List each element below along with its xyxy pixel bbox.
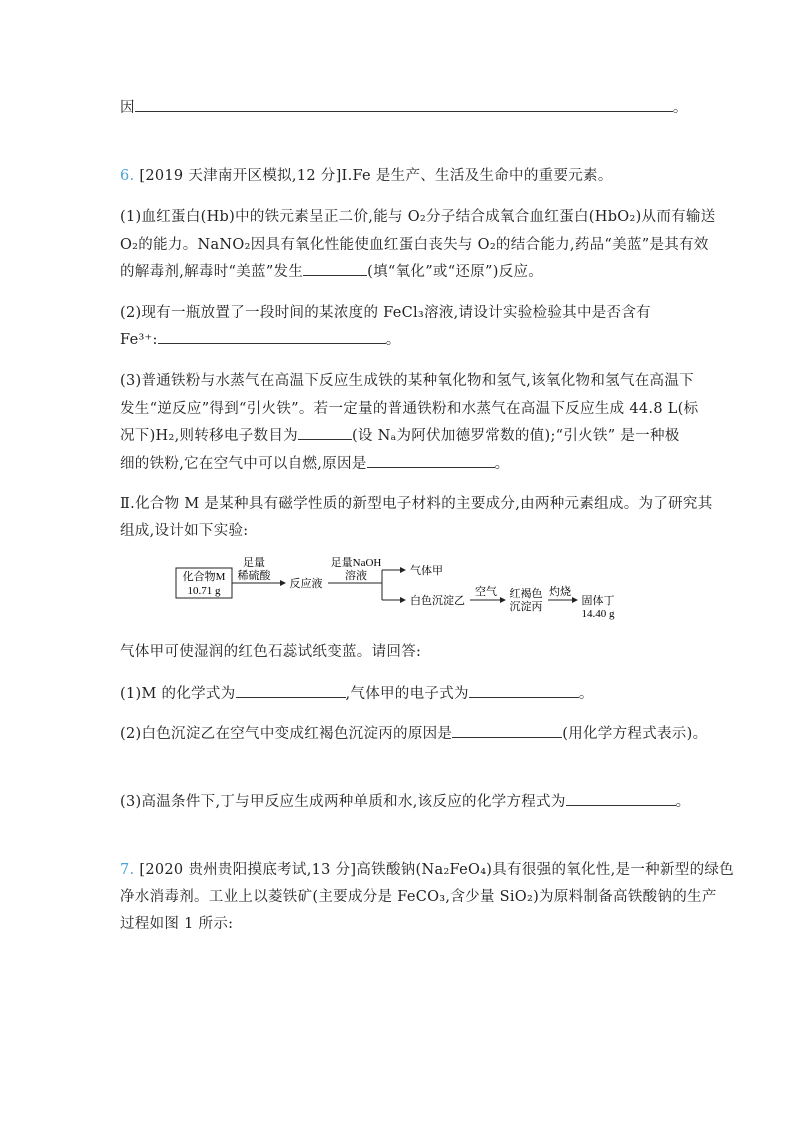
node-solid-d-mass: 14.40 g — [581, 608, 615, 620]
q6-p1-line3: 的解毒剂,解毒时“美蓝”发生 (填“氧化”或“还原”)反应。 — [120, 260, 543, 281]
node-white-precipitate: 白色沉淀乙 — [410, 595, 465, 607]
q6-sub3: (3)高温条件下,丁与甲反应生成两种单质和水,该反应的化学方程式为 。 — [120, 790, 690, 811]
reagent-4: 灼烧 — [549, 586, 571, 598]
question-number: 7. — [120, 862, 135, 878]
q6-part2-line2: 组成,设计如下实验: — [120, 523, 249, 539]
reagent-2b: 溶液 — [345, 570, 367, 582]
q6-p1-line2: O₂的能力。NaNO₂因具有氧化性能使血红蛋白丧失与 O₂的结合能力,药品“美蓝”是其有效 — [120, 237, 709, 253]
question-number: 6. — [120, 168, 135, 184]
reagent-3: 空气 — [475, 586, 497, 598]
q6-p3-line1: (3)普通铁粉与水蒸气在高温下反应生成铁的某种氧化物和氢气,该氧化物和氢气在高温下 — [120, 373, 694, 389]
lead-char: 因 — [120, 100, 135, 116]
q6-p1-line1: (1)血红蛋白(Hb)中的铁元素呈正二价,能与 O₂分子结合成氧合血红蛋白(HbO₂)从而有输送 — [120, 209, 716, 225]
experiment-flow-diagram — [170, 552, 630, 622]
q6-p3-line2: 发生“逆反应”得到“引火铁”。若一定量的普通铁粉和水蒸气在高温下反应生成 44.8 L(标 — [120, 401, 699, 417]
q6-p2-line2: Fe³⁺: 。 — [120, 328, 401, 349]
answer-blank[interactable] — [236, 682, 346, 698]
answer-line-top: 因 。 — [120, 96, 688, 117]
answer-blank[interactable] — [135, 96, 673, 112]
q7-header: 7. [2020 贵州贵阳摸底考试,13 分]高铁酸钠(Na₂FeO₄)具有很强的氧化性,是一种新型的绿色 — [120, 862, 734, 878]
compound-mass: 10.71 g — [187, 585, 221, 597]
q6-header: 6. [2019 天津南开区模拟,12 分]Ⅰ.Fe 是生产、生活及生命中的重要元素。 — [120, 168, 613, 184]
answer-blank[interactable] — [452, 722, 562, 738]
q7-line3: 过程如图 1 所示: — [120, 916, 234, 932]
arrow-1-head — [280, 580, 286, 586]
q6-p3-line3: 况下)H₂,则转移电子数目为 (设 Nₐ为阿伏加德罗常数的值);“引火铁” 是一种极 — [120, 424, 680, 445]
answer-blank[interactable] — [566, 790, 676, 806]
q6-after-diagram: 气体甲可使湿润的红色石蕊试纸变蓝。请回答: — [120, 644, 422, 660]
q7-line2: 净水消毒剂。工业上以菱铁矿(主要成分是 FeCO₃,含少量 SiO₂)为原料制备高铁酸钠的生产 — [120, 889, 717, 905]
q6-part2-line1: Ⅱ.化合物 M 是某种具有磁学性质的新型电子材料的主要成分,由两种元素组成。为了研究其 — [120, 496, 713, 512]
reagent-2a: 足量NaOH — [330, 557, 382, 569]
answer-blank[interactable] — [303, 260, 367, 276]
answer-blank[interactable] — [469, 682, 579, 698]
q6-p2-line1: (2)现有一瓶放置了一段时间的某浓度的 FeCl₃溶液,请设计实验检验其中是否含有 — [120, 305, 651, 321]
node-red-a: 红褐色 — [509, 588, 543, 600]
q6-p3-line4: 细的铁粉,它在空气中可以自燃,原因是 。 — [120, 452, 509, 473]
compound-label: 化合物M — [182, 571, 226, 583]
node-red-b: 沉淀丙 — [509, 601, 543, 613]
reagent-1a: 足量 — [243, 557, 265, 569]
answer-blank[interactable] — [158, 328, 386, 344]
node-reaction-liquid: 反应液 — [289, 578, 323, 590]
node-solid-d: 固体丁 — [581, 595, 615, 607]
node-gas-a: 气体甲 — [410, 565, 443, 577]
answer-blank[interactable] — [367, 452, 495, 468]
answer-blank[interactable] — [298, 424, 352, 440]
q6-sub1: (1)M 的化学式为 ,气体甲的电子式为 。 — [120, 682, 594, 703]
q6-sub2: (2)白色沉淀乙在空气中变成红褐色沉淀丙的原因是 (用化学方程式表示)。 — [120, 722, 707, 743]
reagent-1b: 稀硫酸 — [237, 570, 271, 582]
